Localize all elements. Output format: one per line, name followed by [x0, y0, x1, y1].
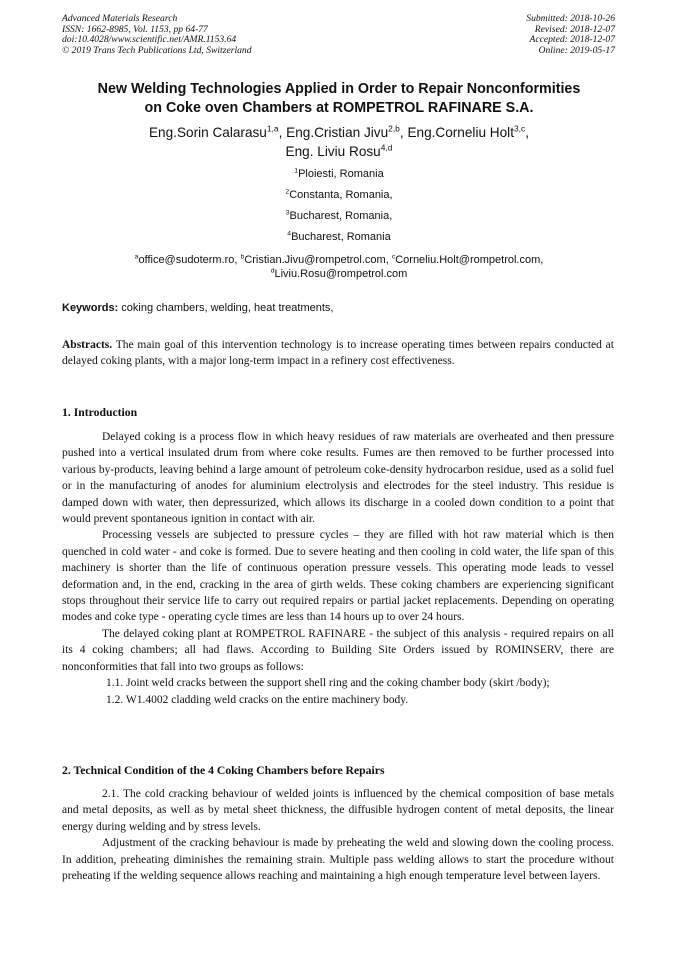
- affiliation-4-sup: 4: [287, 230, 292, 238]
- keywords: [62, 302, 333, 314]
- intro-list-item-2: 1.2. W1.4002 cladding weld cracks on the entire machinery body.: [106, 693, 409, 706]
- author-list: Eng.Sorin Calarasu$^{1,a}$, Eng.Cristian Jivu$^{2,b}$, Eng.Corneliu Holt$^{3,c}$, Eng. Liviu Rosu$^{4,d}$: [148, 123, 530, 159]
- paper-title: [40, 80, 638, 118]
- affiliation-4-text: Bucharest, Romania: [291, 231, 391, 243]
- intro-list-item-1: 1.1. Joint weld cracks between the support shell ring and the coking chamber body (skirt /body);: [106, 677, 550, 690]
- author-2: Eng.Cristian Jivu: [286, 125, 389, 140]
- affiliation-2: [40, 189, 638, 201]
- journal-issn: ISSN: 1662-8985, Vol. 1153, pp 64-77: [62, 23, 208, 35]
- journal-copyright: © 2019 Trans Tech Publications Ltd, Switzerland: [62, 44, 252, 56]
- affiliation-1-sup: 1: [294, 167, 299, 175]
- title-line-1: New Welding Technologies Applied in Order to Repair Nonconformities: [97, 81, 581, 97]
- journal-name: Advanced Materials Research: [62, 13, 178, 24]
- email-1-sup: a: [134, 253, 139, 261]
- title-line-2: on Coke oven Chambers at ROMPETROL RAFINARE S.A.: [144, 100, 534, 116]
- affiliation-3: [40, 210, 638, 222]
- section-2-paragraph-2: Adjustment of the cracking behaviour is made by preheating the weld and slowing down the cooling process. In addition, preheating diminishes the remaining strain. Multiple pass welding allows to start the procedure without preheating if the welding sequence allows reaching and maintaining a high enough temperature level between layers.: [62, 837, 614, 883]
- keywords-label: Keywords:: [62, 302, 119, 314]
- section-heading-introduction: 1. Introduction: [62, 406, 138, 419]
- abstract: [62, 337, 614, 370]
- date-accepted: Accepted: 2018-12-07: [529, 34, 615, 46]
- introduction-body: [62, 429, 614, 708]
- affiliation-1: [40, 168, 638, 180]
- author-1-sup: 1,a: [266, 123, 279, 134]
- section-heading-technical-condition: 2. Technical Condition of the 4 Coking Chambers before Repairs: [62, 764, 385, 777]
- email-4-sup: d: [270, 267, 275, 275]
- author-2-sup: 2,b: [388, 123, 400, 134]
- journal-info: [62, 14, 252, 56]
- affiliation-2-text: Constanta, Romania,: [289, 189, 393, 201]
- author-4: Eng. Liviu Rosu: [285, 143, 381, 159]
- email-4: Liviu.Rosu@rompetrol.com: [274, 268, 408, 280]
- affiliation-1-text: Ploiesti, Romania: [298, 168, 384, 180]
- intro-paragraph-1: Delayed coking is a process flow in which heavy residues of raw materials are overheated and then pressure pushed into a vertical insulated drum from where coke results. Fumes are then removed to be further processed into various by-products, leaving behind a large amount of petroleum coke-density hydrocarbon residue, used as a solid fuel or in the manufacturing of anodes for aluminium electrolysis and electrodes for the steel industry. This residue is damped down with water, then depressurized, which allows its discharge in a cooled down condition to a point that would prevent spontaneous ignition in contact with air.: [62, 431, 614, 526]
- journal-doi: doi:10.4028/www.scientific.net/AMR.1153.64: [62, 34, 237, 46]
- affiliation-3-sup: 3: [285, 209, 290, 217]
- abstract-label: Abstracts.: [62, 339, 113, 351]
- section-2-paragraph-1: 2.1. The cold cracking behaviour of welded joints is influenced by the chemical composition of base metals and metal deposits, as well as by metal sheet thickness, the diffusible hydrogen content of metal deposits, the linear energy during welding and by stress levels.: [62, 788, 614, 833]
- author-emails: [60, 253, 618, 281]
- affiliation-2-sup: 2: [285, 188, 290, 196]
- email-3-sup: c: [391, 253, 396, 261]
- email-3: Corneliu.Holt@rompetrol.com,: [395, 254, 544, 266]
- date-online: Online: 2019-05-17: [538, 44, 615, 56]
- date-submitted: Submitted: 2018-10-26: [526, 13, 615, 24]
- email-1: office@sudoterm.ro,: [138, 254, 241, 266]
- date-revised: Revised: 2018-12-07: [534, 23, 615, 35]
- author-3: Eng.Corneliu Holt: [407, 125, 514, 140]
- publication-dates: [526, 14, 615, 56]
- affiliation-4: [40, 231, 638, 243]
- section-2-body: [62, 786, 614, 884]
- intro-paragraph-3: The delayed coking plant at ROMPETROL RAFINARE - the subject of this analysis - required repairs on all its 4 coking chambers; all had flaws. According to Building Site Orders issued by ROMINSERV, there are nonconformities that fall into two groups as follows:: [62, 627, 614, 673]
- keywords-text: coking chambers, welding, heat treatments,: [118, 302, 334, 314]
- email-2: Cristian.Jivu@rompetrol.com,: [244, 254, 392, 266]
- author-1: Eng.Sorin Calarasu: [148, 125, 267, 140]
- abstract-text: The main goal of this intervention technology is to increase operating times between repairs conducted at delayed coking plants, with a major long-term impact in a refinery cost effectiveness.: [62, 339, 614, 368]
- affiliation-3-text: Bucharest, Romania,: [289, 210, 393, 222]
- email-2-sup: b: [240, 253, 245, 261]
- author-4-sup: 4,d: [380, 141, 393, 152]
- intro-paragraph-2: Processing vessels are subjected to pressure cycles – they are filled with hot raw material which is then quenched in cold water - and coke is formed. Due to severe heating and then cooling in cold water, the life span of this machinery is shorter than the life of continuous operation pressure vessels. This operating mode leads to vessel deformation and, in the end, cracking in the area of girth welds. These coking chambers are experiencing significant stops throughout their service life to carry out required repairs or partial jacket replacements. Depending on operating modes and coke type - operating cycle times are less than 14 hours up to over 24 hours.: [62, 529, 614, 624]
- author-3-sup: 3,c: [513, 123, 526, 134]
